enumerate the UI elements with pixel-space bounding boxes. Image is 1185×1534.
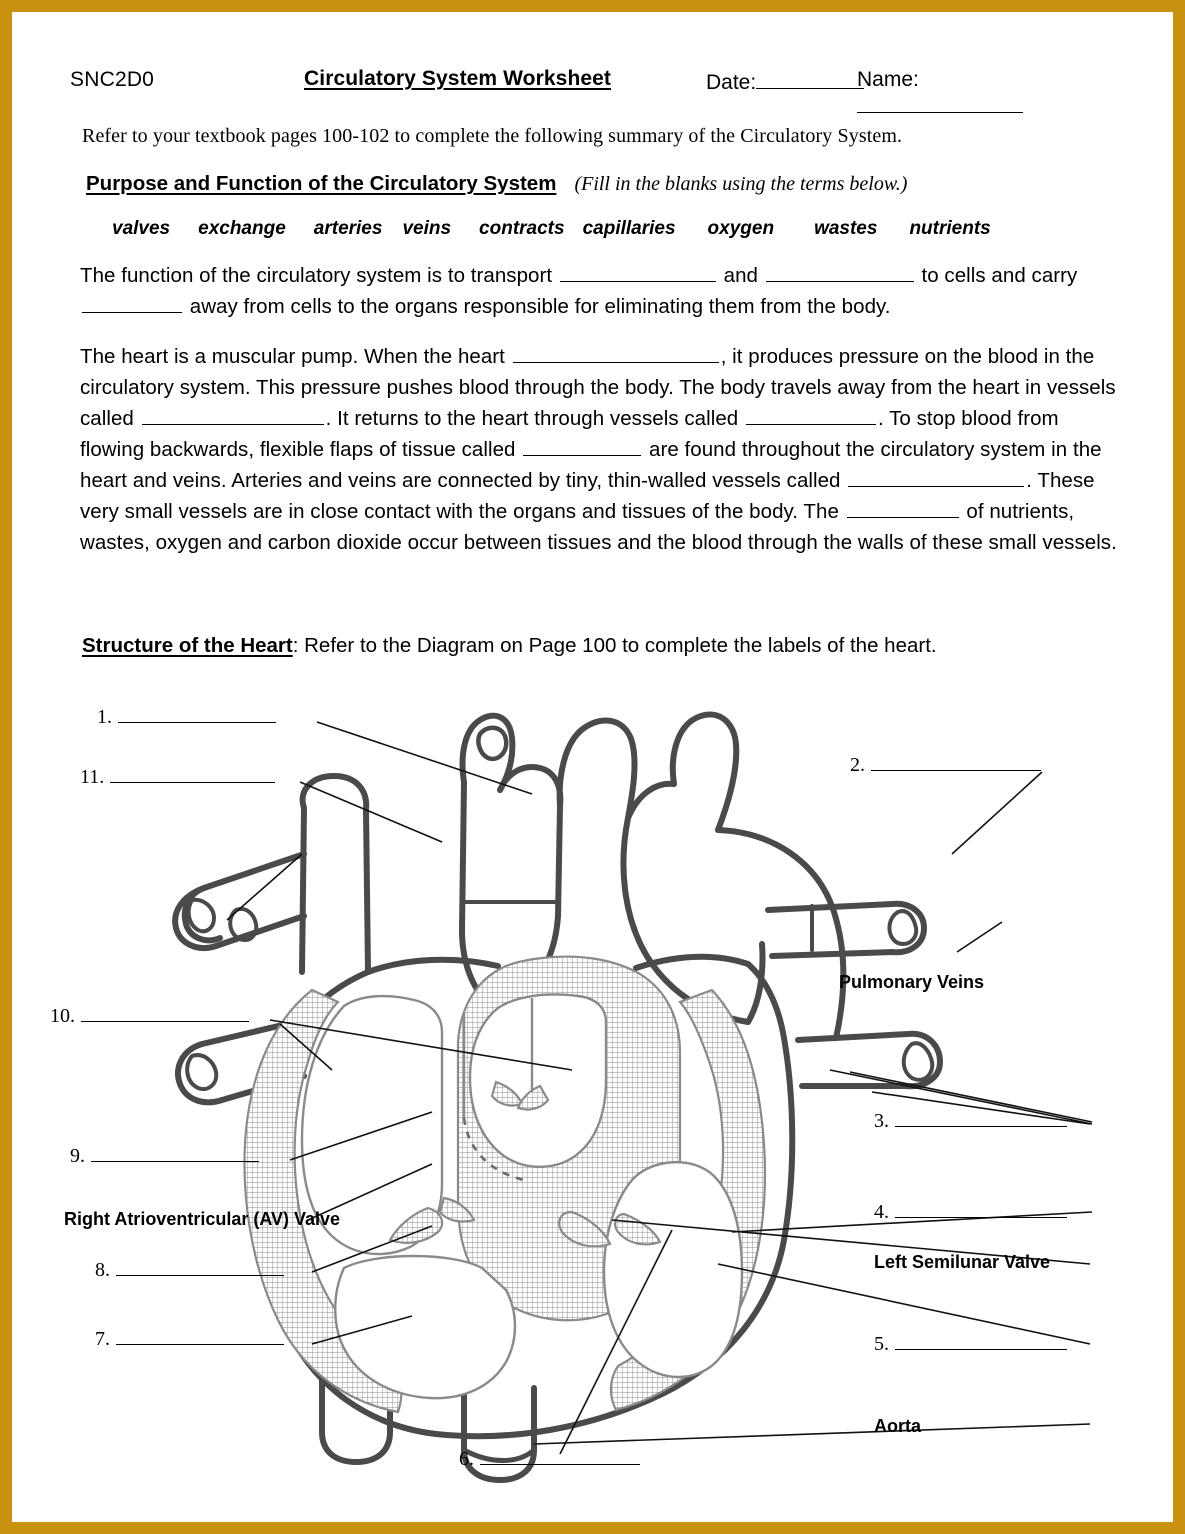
blank-1[interactable] xyxy=(97,705,276,729)
textbook-reference-line: Refer to your textbook pages 100-102 to complete the following summary of the Circulatory System. xyxy=(82,125,903,147)
blank-8[interactable] xyxy=(95,1258,284,1282)
p2-text-a: The heart is a muscular pump. When the heart xyxy=(80,345,511,368)
p2-text-f: . These very small vessels are in close contact with the organs and tissues of the body. The xyxy=(80,469,1095,523)
paragraph-heart-pump xyxy=(80,341,1126,558)
p2-text-c: . It returns to the heart through vessels called xyxy=(325,407,744,430)
structure-instruction: : Refer to the Diagram on Page 100 to complete the labels of the heart. xyxy=(292,634,937,657)
blank-5-number: 5. xyxy=(874,1333,889,1355)
blank-4[interactable] xyxy=(874,1200,1067,1224)
name-input-blank[interactable] xyxy=(857,92,1023,113)
blank-4-number: 4. xyxy=(874,1201,889,1223)
blank-5[interactable] xyxy=(874,1332,1067,1356)
date-label: Date: xyxy=(706,71,757,94)
blank-3-line[interactable] xyxy=(895,1109,1067,1127)
course-code: SNC2D0 xyxy=(70,68,155,91)
blank-1-number: 1. xyxy=(97,706,112,728)
purpose-heading: Purpose and Function of the Circulatory System xyxy=(86,172,557,195)
blank-2-line[interactable] xyxy=(871,753,1041,771)
blank-4-line[interactable] xyxy=(895,1200,1067,1218)
structure-section-header xyxy=(82,634,937,658)
word-bank-term: exchange xyxy=(198,218,286,239)
blank-6-line[interactable] xyxy=(480,1447,640,1465)
blank-9-number: 9. xyxy=(70,1145,85,1167)
blank-6[interactable] xyxy=(459,1447,640,1471)
p1-blank-3[interactable] xyxy=(82,292,182,313)
blank-2-number: 2. xyxy=(850,754,865,776)
blank-9-line[interactable] xyxy=(91,1144,259,1162)
word-bank-term: capillaries xyxy=(582,218,676,239)
label-aorta: Aorta xyxy=(874,1416,922,1436)
word-bank-term: nutrients xyxy=(909,218,991,239)
blank-7-line[interactable] xyxy=(116,1327,284,1345)
purpose-instruction: (Fill in the blanks using the terms below.) xyxy=(574,173,908,195)
label-pulmonary-veins: Pulmonary Veins xyxy=(839,972,985,992)
p2-blank-1[interactable] xyxy=(513,342,719,363)
blank-11-line[interactable] xyxy=(110,765,275,783)
worksheet-inner xyxy=(12,12,1173,1522)
name-field-group xyxy=(857,68,1070,119)
blank-3-number: 3. xyxy=(874,1110,889,1132)
heart-diagram-area xyxy=(12,672,1173,1512)
blank-11[interactable] xyxy=(80,765,275,789)
blank-9[interactable] xyxy=(70,1144,259,1168)
blank-2[interactable] xyxy=(850,753,1041,777)
blank-11-number: 11. xyxy=(80,766,105,788)
p1-blank-1[interactable] xyxy=(560,261,716,282)
p2-text-b: , it produces pressure on the blood in the circulatory system. This pressure pushes blood through the body. The body travels away from the heart in vessels called xyxy=(80,345,1116,430)
blank-10-number: 10. xyxy=(50,1005,75,1027)
blank-10-line[interactable] xyxy=(81,1004,249,1022)
blank-7[interactable] xyxy=(95,1327,284,1351)
p2-text-d: . To stop blood from flowing backwards, flexible flaps of tissue called xyxy=(80,407,1059,461)
label-right-av-valve: Right Atrioventricular (AV) Valve xyxy=(64,1209,341,1229)
word-bank-term: oxygen xyxy=(707,218,775,239)
p2-blank-6[interactable] xyxy=(847,497,959,518)
p2-blank-3[interactable] xyxy=(746,404,876,425)
blank-7-number: 7. xyxy=(95,1328,110,1350)
p1-text-b: and xyxy=(717,264,764,287)
date-input-blank[interactable] xyxy=(756,68,864,89)
blank-8-number: 8. xyxy=(95,1259,110,1281)
blank-5-line[interactable] xyxy=(895,1332,1067,1350)
p1-text-c: to cells and carry xyxy=(915,264,1078,287)
structure-heading: Structure of the Heart xyxy=(82,634,293,657)
page-title: Circulatory System Worksheet xyxy=(304,67,612,90)
date-field-group xyxy=(706,68,864,95)
word-bank-term: wastes xyxy=(814,218,878,239)
p1-text-d: away from cells to the organs responsible for eliminating them from the body. xyxy=(184,295,891,318)
p2-blank-5[interactable] xyxy=(848,466,1024,487)
worksheet-header xyxy=(70,65,1070,99)
p1-text-a: The function of the circulatory system is to transport xyxy=(80,264,558,287)
word-bank-term: arteries xyxy=(313,218,383,239)
blank-10[interactable] xyxy=(50,1004,249,1028)
p2-text-e: are found throughout the circulatory system in the heart and veins. Arteries and veins are connected by tiny, thin-walled vessels called xyxy=(80,438,1102,492)
purpose-section-header xyxy=(86,172,907,196)
blank-1-line[interactable] xyxy=(118,705,276,723)
blank-6-number: 6. xyxy=(459,1448,474,1470)
blank-3[interactable] xyxy=(874,1109,1067,1133)
heart-illustration xyxy=(12,672,1173,1512)
p2-text-g: of nutrients, wastes, oxygen and carbon dioxide occur between tissues and the blood through the walls of these small vessels. xyxy=(80,500,1117,554)
label-left-semilunar-valve: Left Semilunar Valve xyxy=(874,1252,1051,1272)
name-label: Name: xyxy=(857,68,919,91)
word-bank xyxy=(112,218,1062,240)
p2-blank-2[interactable] xyxy=(142,404,324,425)
p1-blank-2[interactable] xyxy=(766,261,914,282)
word-bank-term: valves xyxy=(112,218,171,239)
blank-8-line[interactable] xyxy=(116,1258,284,1276)
word-bank-term: contracts xyxy=(479,218,565,239)
paragraph-function xyxy=(80,260,1110,322)
word-bank-term: veins xyxy=(402,218,452,239)
p2-blank-4[interactable] xyxy=(523,435,641,456)
